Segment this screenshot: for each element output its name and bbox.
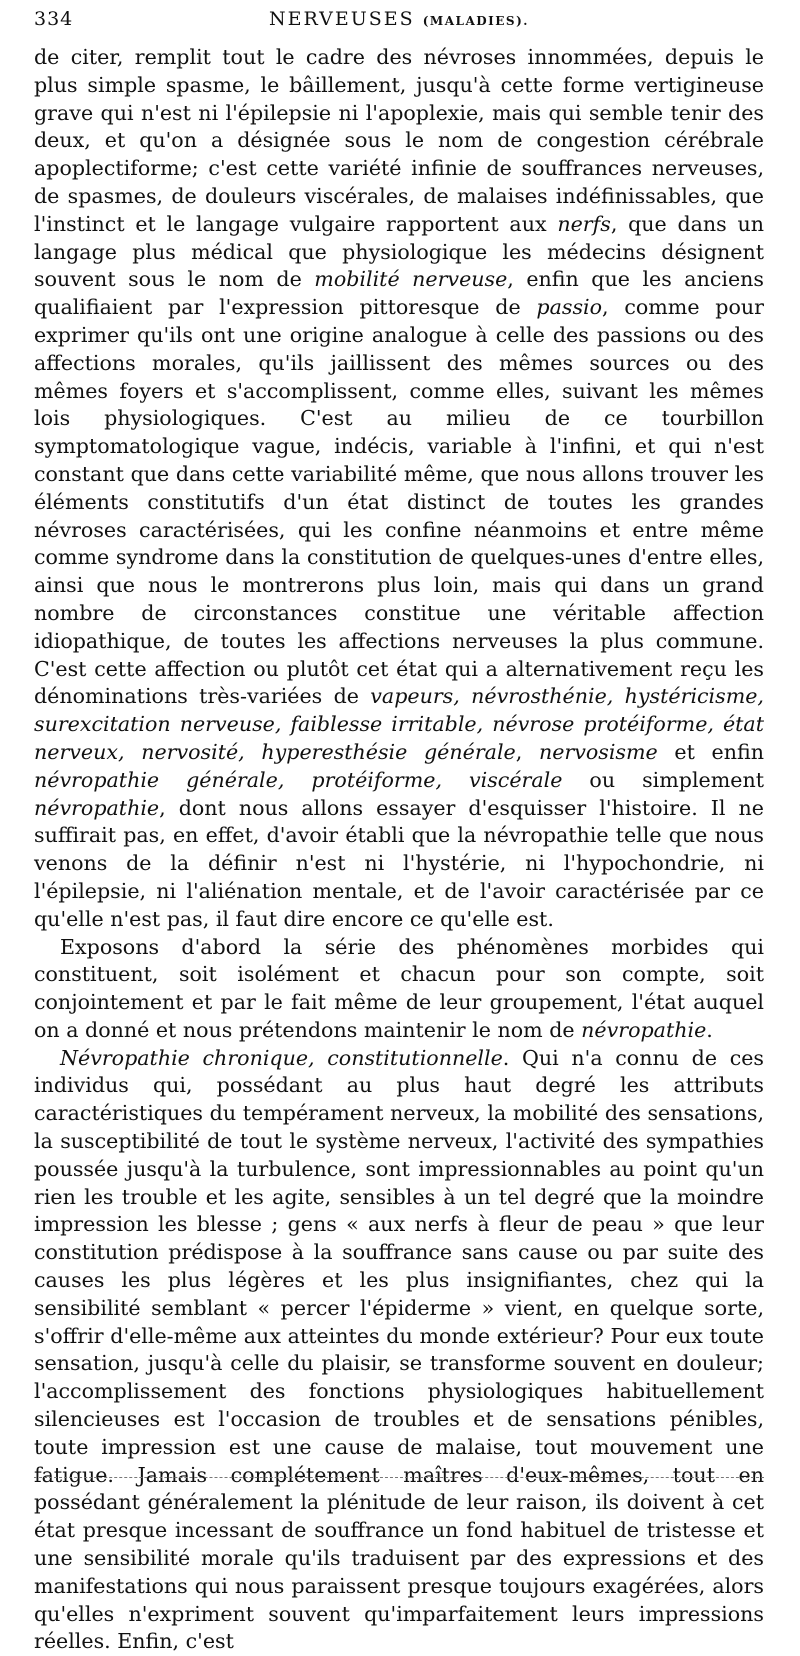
running-title-main: NERVEUSES [269,8,415,30]
text-run: et enfin [657,739,764,764]
page-number: 334 [34,8,74,30]
text-run: , comme pour exprimer qu'ils ont une origine analogue à celle des passions ou des affections morales, qu'ils jaillissent des mêmes sources ou des mêmes foyers et s'accomplissent, comme elles, suivant les mêmes lois physiologiques. C'est au milieu de ce tourbillon symptomatologique vague, indécis, variable à l'infini, et qui n'est constant que dans cette variabilité même, que nous allons trouver les éléments constitutifs d'un état distinct de toutes les grandes névroses caractérisées, qui les confine néanmoins et entre même comme syndrome dans la constitution de quelques-unes d'entre elles, ainsi que nous le montrerons plus loin, mais qui dans un grand nombre de circonstances constitue une véritable affection idiopathique, de toutes les affections nerveuses la plus commune. C'est cette affection ou plutôt cet état qui a alternativement reçu les dénominations très-variées de [34,295,764,709]
paragraph-nevropathie-chronique [34,1045,764,1656]
running-title [34,8,764,30]
text-run: . Qui n'a connu de ces individus qui, possédant au plus haut degré les attributs caractéristiques du tempérament nerveux, la mobilité des sensations, la susceptibilité de tout le système nerveux, l'activité des sympathies poussée jusqu'à la turbulence, sont impressionnables au point qu'un rien les trouble et les agite, sensibles à un tel degré que la moindre impression les blesse ; gens « aux nerfs à fleur de peau » que leur constitution prédispose à la souffrance sans cause ou par suite des causes les plus légères et les plus insignifiantes, chez qui la sensibilité semblant « percer l'épiderme » vient, en quelque sorte, s'offrir d'elle-même aux atteintes du monde extérieur? Pour eux toute sensation, jusqu'à celle du plaisir, se transforme souvent en douleur; l'accomplissement des fonctions physiologiques habituellement silencieuses est l'occasion de troubles et de sensations pénibles, toute impression est une cause de malaise, tout mouvement une fatigue. Jamais complétement maîtres d'eux-mêmes, tout en possédant généralement la plénitude de leur raison, ils doivent à cet état presque incessant de souffrance un fond habituel de tristesse et une sensibilité morale qu'ils traduisent par des expressions et des manifestations qui nous paraissent presque toujours exagérées, alors qu'elles n'expriment souvent qu'imparfaitement leurs impressions réelles. Enfin, c'est [34,1045,764,1654]
italic-term: névropathie générale, protéiforme, viscérale [34,767,563,792]
page-header [34,0,764,44]
text-run: Exposons d'abord la série des phénomènes morbides qui constituent, soit isolément et chacun pour son compte, soit conjointement et par le fait même de leur groupement, l'état auquel on a donné et nous prétendons maintenir le nom de [34,934,764,1042]
text-run: de citer, remplit tout le cadre des névroses innommées, depuis le plus simple spasme, le bâillement, jusqu'à cette forme vertigineuse grave qui n'est ni l'épilepsie ni l'apoplexie, mais qui semble tenir des deux, et qu'on a désignée sous le nom de congestion cérébrale apoplectiforme; c'est cette variété infinie de souffrances nerveuses, de spasmes, de douleurs viscérales, de malaises indéfinissables, que l'instinct et le langage vulgaire rapportent aux [34,45,764,236]
italic-term: mobilité nerveuse [314,267,508,292]
footer-rule [34,1477,764,1478]
italic-term: nerfs [557,211,611,236]
text-run: ou simplement [562,767,765,792]
paragraph-continuation [34,44,764,934]
text-run: , que dans un langage plus médical que physiologique les médecins désignent souvent sous le nom de [34,211,764,292]
text-run: , dont nous allons essayer d'esquisser l'histoire. Il ne suffirait pas, en effet, d'avoir établi que la névropathie telle que nous venons de la définir n'est ni l'hystérie, ni l'hypochondrie, ni l'épilepsie, ni l'aliénation mentale, et de l'avoir caractérisée par ce qu'elle n'est pas, il faut dire encore ce qu'elle est. [34,795,764,931]
italic-term: nervosisme [538,739,658,764]
text-run: . [706,1017,713,1042]
running-title-subtitle: (MALADIES). [422,14,529,28]
italic-term: névropathie [34,795,160,820]
paragraph-exposons [34,934,764,1045]
italic-term: Névropathie chronique, constitutionnelle [60,1045,503,1070]
body-text [34,44,764,1656]
text-run: , enfin que les anciens qualifiaient par l'expression pittoresque de [34,267,764,320]
italic-term: vapeurs, névrosthénie, hystéricisme, surexcitation nerveuse, faiblesse irritable, névrose protéiforme, état nerveux, nervosité, hyperesthésie générale [34,684,764,764]
text-run: , [515,739,539,764]
italic-term: passio [536,295,603,320]
italic-term: névropathie [581,1017,707,1042]
